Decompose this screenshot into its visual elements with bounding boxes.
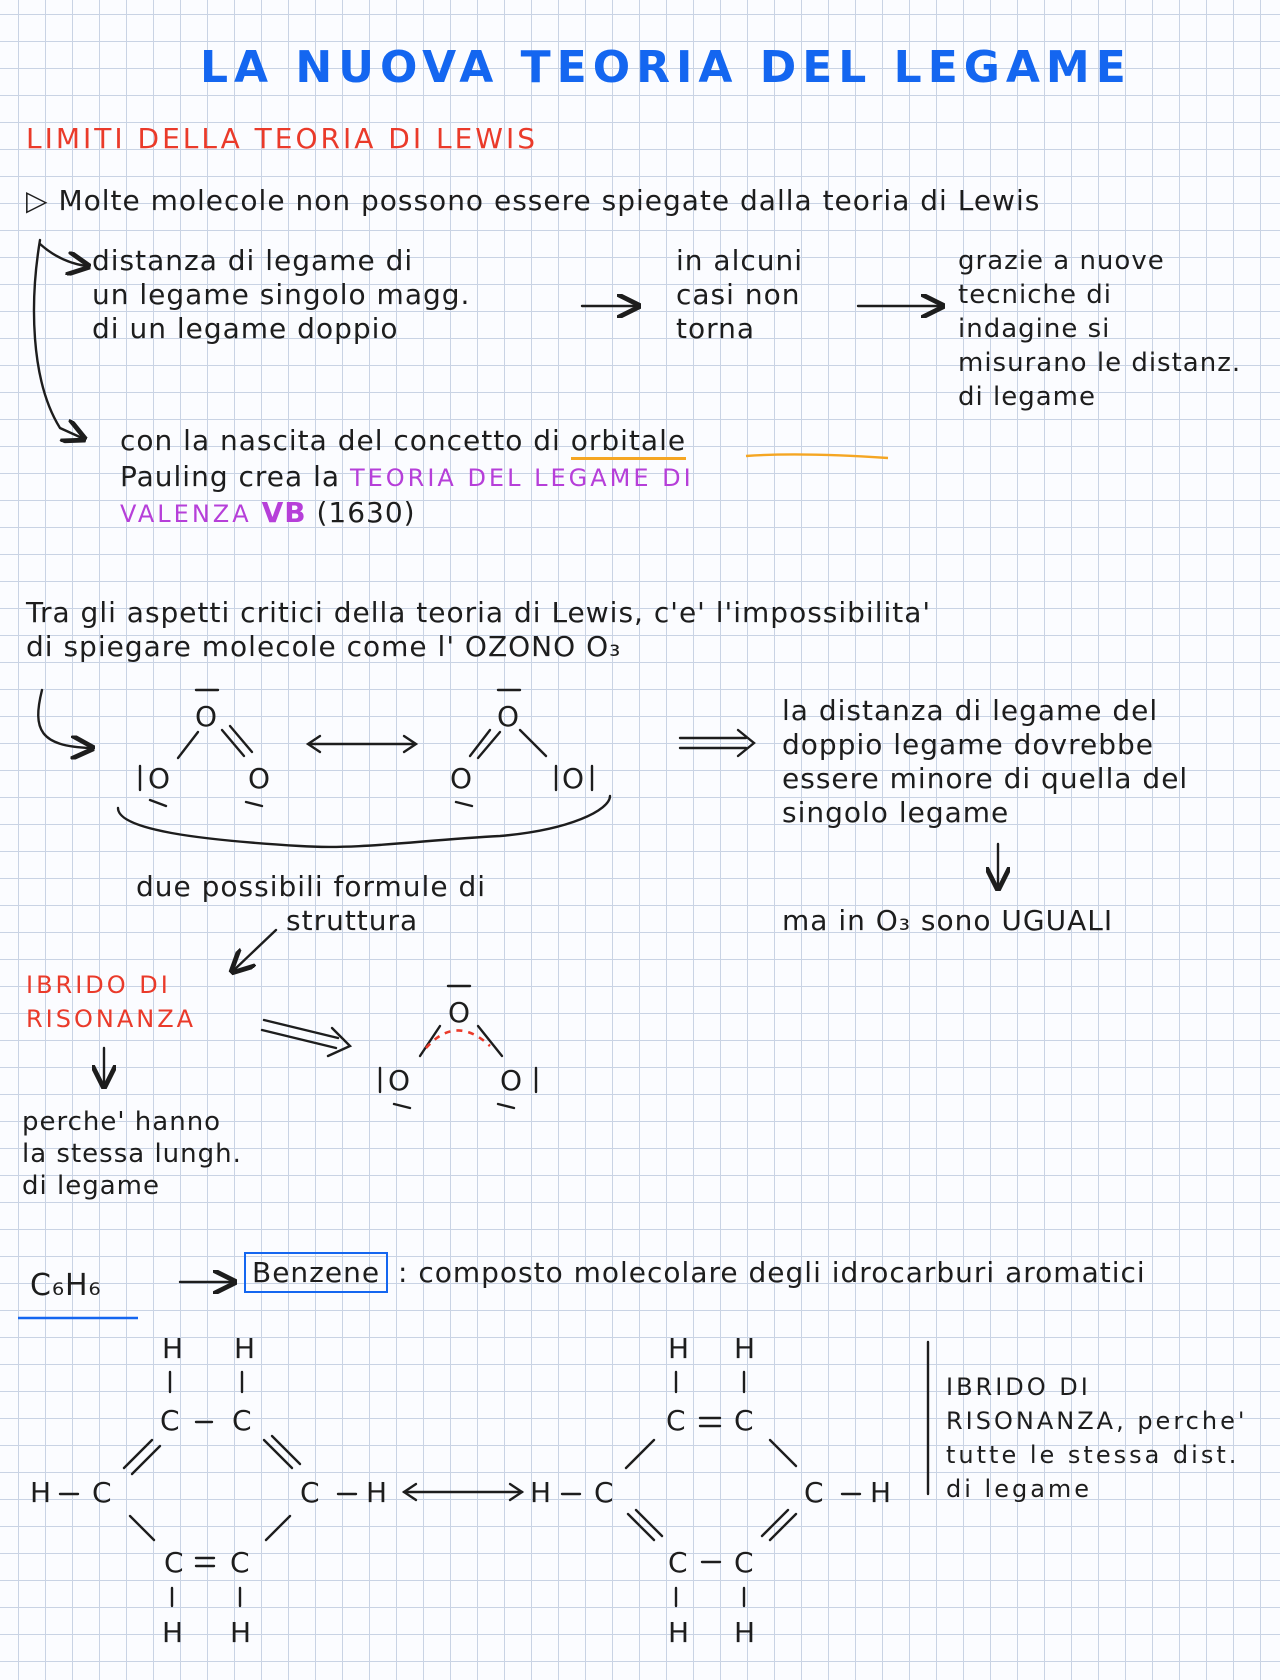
benzene-side-3: tutte le stessa dist. (946, 1441, 1240, 1469)
ozone-caption-1: due possibili formule di (136, 870, 487, 903)
because-line-3: di legame (22, 1171, 160, 1201)
b1-h-bottom-right: H (230, 1616, 253, 1649)
b2-h-bottom-left: H (668, 1616, 691, 1649)
right-line-5: di legame (958, 382, 1096, 412)
benzene-name: Benzene (244, 1252, 388, 1293)
b1-h-left: H (30, 1476, 53, 1509)
b1-h-top-right: H (234, 1332, 257, 1365)
pauling-text: Pauling crea la (120, 460, 341, 493)
right-line-4: misurano le distanz. (958, 348, 1242, 378)
b2-c-right: C (804, 1476, 825, 1509)
ibrido-line-2: RISONANZA (26, 1005, 197, 1033)
hybrid-atom-top: O (448, 996, 472, 1029)
hybrid-atom-left: O (388, 1064, 412, 1097)
ozone1-atom-top: O (195, 700, 219, 733)
vb-theory-name: TEORIA DEL LEGAME DI (349, 464, 694, 492)
b1-c-bottom-left: C (164, 1546, 185, 1579)
ozone-caption-2: struttura (286, 904, 419, 937)
ozone2-atom-left: O (450, 762, 474, 795)
right-line-1: grazie a nuove (958, 246, 1165, 276)
ozone-right-2: doppio legame dovrebbe (782, 728, 1154, 761)
bullet-arrow-icon: ▷ (26, 184, 59, 217)
ozone-intro-1: Tra gli aspetti critici della teoria di Lewis, c'e' l'impossibilita' (26, 596, 932, 629)
orbitale-word: orbitale (571, 424, 686, 460)
right-line-2: tecniche di (958, 280, 1112, 310)
ozone2-atom-top: O (497, 700, 521, 733)
b2-c-bottom-right: C (734, 1546, 755, 1579)
b2-h-bottom-right: H (734, 1616, 757, 1649)
b1-h-top-left: H (162, 1332, 185, 1365)
ozone-right-4: singolo legame (782, 796, 1010, 829)
benzene-desc: : composto molecolare degli idrocarburi aromatici (397, 1256, 1146, 1289)
brace (118, 796, 610, 847)
ozone1-atom-left: O (148, 762, 172, 795)
ozone-arrow (38, 690, 90, 748)
b1-c-top-left: C (160, 1404, 181, 1437)
bullet-line: Molte molecole non possono essere spiegate dalla teoria di Lewis (58, 184, 1041, 217)
ozone-conclusion: ma in O₃ sono UGUALI (782, 904, 1114, 937)
b1-c-bottom-right: C (230, 1546, 251, 1579)
ozone-intro-2: di spiegare molecole come l' OZONO O₃ (26, 630, 622, 663)
b1-c-top-right: C (232, 1404, 253, 1437)
section-heading-limits: LIMITI DELLA TEORIA DI LEWIS (26, 122, 539, 155)
branch-curve (34, 240, 82, 438)
benzene-formula: C₆H₆ (30, 1268, 102, 1303)
branch1-line-3: di un legame doppio (92, 312, 399, 345)
benzene-side-2: RISONANZA, perche' (946, 1407, 1248, 1435)
b2-h-right: H (870, 1476, 893, 1509)
b1-c-left: C (92, 1476, 113, 1509)
b2-h-top-right: H (734, 1332, 757, 1365)
b2-c-left: C (594, 1476, 615, 1509)
b1-h-right: H (366, 1476, 389, 1509)
ozone-right-3: essere minore di quella del (782, 762, 1189, 795)
middle-line-3: torna (676, 312, 756, 345)
middle-line-2: casi non (676, 278, 801, 311)
b2-h-top-left: H (668, 1332, 691, 1365)
middle-line-1: in alcuni (676, 244, 804, 277)
vb-abbrev: VB (261, 496, 307, 529)
b1-c-right: C (300, 1476, 321, 1509)
because-line-2: la stessa lungh. (22, 1139, 242, 1169)
because-line-1: perche' hanno (22, 1107, 222, 1137)
b1-h-bottom-left: H (162, 1616, 185, 1649)
page-title: LA NUOVA TEORIA DEL LEGAME (200, 42, 1132, 93)
branch1-line-2: un legame singolo magg. (92, 278, 471, 311)
b2-c-top-right: C (734, 1404, 755, 1437)
right-line-3: indagine si (958, 314, 1111, 344)
year-text: (1630) (316, 496, 416, 529)
benzene-side-4: di legame (946, 1475, 1093, 1503)
benzene-side-1: IBRIDO DI (946, 1373, 1091, 1401)
ozone1-atom-right: O (248, 762, 272, 795)
ibrido-line-1: IBRIDO DI (26, 971, 171, 999)
b2-c-top-left: C (666, 1404, 687, 1437)
branch1-line-1: distanza di legame di (92, 244, 414, 277)
branch2-text: con la nascita del concetto di (120, 424, 561, 457)
branch-top (40, 244, 86, 266)
hybrid-atom-right: O (500, 1064, 524, 1097)
ozone-right-1: la distanza di legame del (782, 694, 1159, 727)
valenza-word: VALENZA (120, 500, 252, 528)
b2-c-bottom-left: C (668, 1546, 689, 1579)
b2-h-left: H (530, 1476, 553, 1509)
ozone2-atom-right: O (562, 762, 586, 795)
